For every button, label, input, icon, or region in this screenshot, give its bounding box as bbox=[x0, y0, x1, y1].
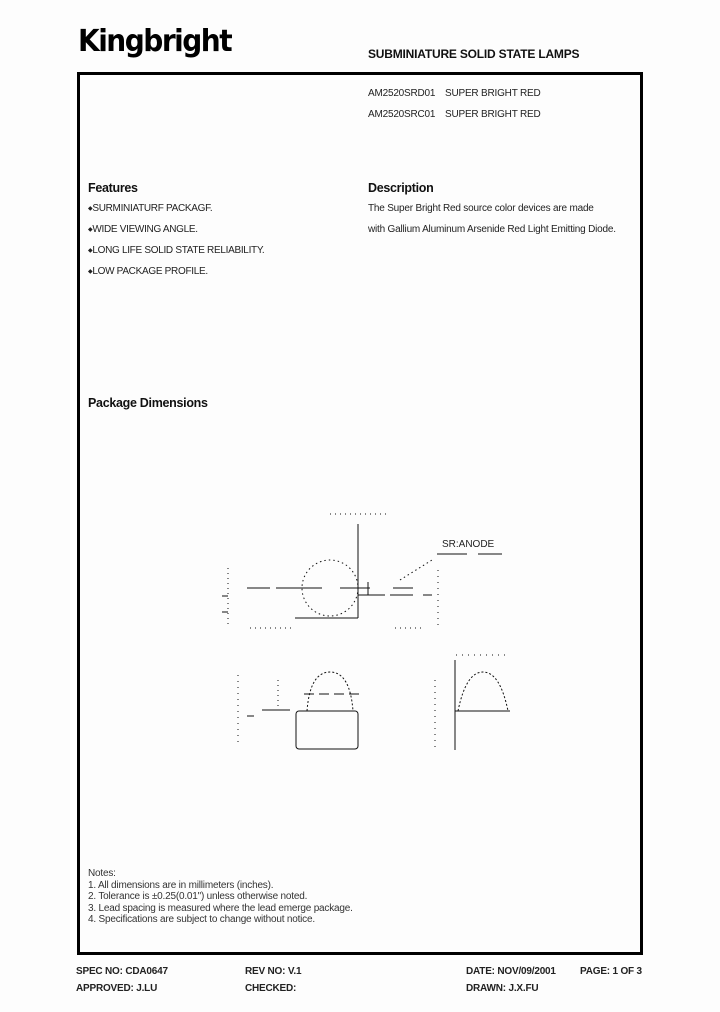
date: DATE: NOV/09/2001 bbox=[466, 966, 556, 977]
part-number: AM2520SRC01 bbox=[368, 109, 436, 120]
part-row bbox=[368, 109, 541, 120]
note-item: 3. Lead spacing is measured where the lead emerge package. bbox=[88, 902, 353, 914]
notes-heading: Notes: bbox=[88, 868, 116, 879]
anode-label: SR:ANODE bbox=[442, 539, 495, 550]
bullet-icon: ◆ bbox=[88, 206, 93, 212]
part-row bbox=[368, 88, 541, 99]
revision-number: REV NO: V.1 bbox=[245, 966, 302, 977]
checked-by: CHECKED: bbox=[245, 983, 297, 994]
approved-by: APPROVED: J.LU bbox=[76, 983, 158, 994]
part-description: SUPER BRIGHT RED bbox=[445, 109, 541, 120]
feature-item: ◆WIDE VIEWING ANGLE. bbox=[88, 224, 198, 235]
feature-item: ◆LOW PACKAGE PROFILE. bbox=[88, 266, 208, 277]
package-drawing bbox=[210, 500, 510, 770]
kingbright-logo: Kingbright bbox=[78, 22, 232, 59]
description-line: The Super Bright Red source color devices are made bbox=[368, 203, 594, 214]
description-line: with Gallium Aluminum Arsenide Red Light Emitting Diode. bbox=[368, 224, 616, 235]
features-heading: Features bbox=[88, 181, 138, 195]
document-title: SUBMINIATURE SOLID STATE LAMPS bbox=[368, 47, 580, 61]
bullet-icon: ◆ bbox=[88, 227, 93, 233]
notes-section bbox=[88, 868, 353, 926]
feature-item: ◆SURMINIATURF PACKAGF. bbox=[88, 203, 213, 214]
part-number: AM2520SRD01 bbox=[368, 88, 436, 99]
bullet-icon: ◆ bbox=[88, 248, 93, 254]
bullet-icon: ◆ bbox=[88, 269, 93, 275]
page-number: PAGE: 1 OF 3 bbox=[580, 966, 642, 977]
part-description: SUPER BRIGHT RED bbox=[445, 88, 541, 99]
package-dimensions-heading: Package Dimensions bbox=[88, 396, 208, 410]
note-item: 2. Tolerance is ±0.25(0.01") unless otherwise noted. bbox=[88, 891, 308, 902]
description-heading: Description bbox=[368, 181, 434, 195]
drawn-by: DRAWN: J.X.FU bbox=[466, 983, 539, 994]
note-item: 1. All dimensions are in millimeters (inches). bbox=[88, 879, 274, 891]
spec-number: SPEC NO: CDA0647 bbox=[76, 966, 168, 977]
feature-item: ◆LONG LIFE SOLID STATE RELIABILITY. bbox=[88, 245, 265, 256]
note-item: 4. Specifications are subject to change without notice. bbox=[88, 914, 315, 925]
